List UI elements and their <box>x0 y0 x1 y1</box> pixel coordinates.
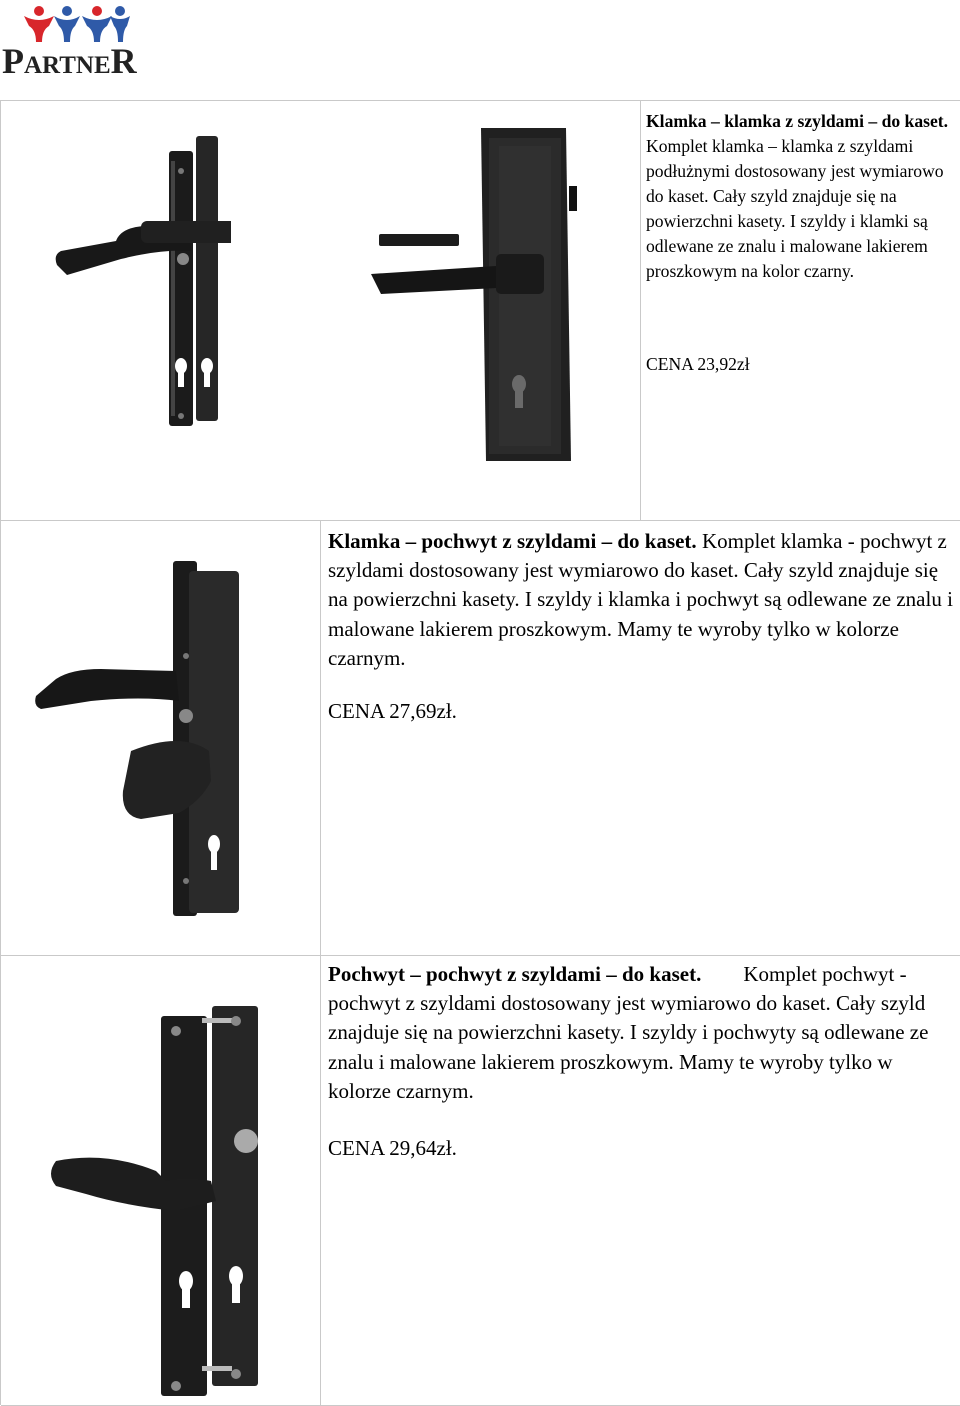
logo-wordmark <box>2 40 137 82</box>
product-title: Klamka – klamka z szyldami – do kaset. <box>646 111 949 131</box>
product-description-text: Komplet pochwyt - pochwyt z szyldami dostosowany jest wymiarowo do kaset. Cały szyld znajduje się na powierzchni kasety. I szyldy i pochwyty są odlewane ze znalu i malowane lakierem proszkowym. Mamy te wyroby tylko w kolorze czarnym. <box>328 962 934 1103</box>
product-image-cell <box>1 101 641 520</box>
lever-handle-box-plate-icon <box>371 126 591 466</box>
logo-letter-p: P <box>2 41 24 81</box>
product-table <box>0 100 960 1405</box>
product-row <box>1 521 960 956</box>
lever-handle-pair-icon <box>41 131 231 431</box>
product-description <box>328 527 958 673</box>
product-row <box>1 101 960 521</box>
knob-pair-handle-icon <box>46 996 276 1401</box>
product-price: CENA 29,64zł. <box>328 1136 457 1160</box>
product-description-text: Komplet klamka – klamka z szyldami podłużnymi dostosowany jest wymiarowo do kaset. Cały szyld znajduje się na powierzchni kasety. I szyldy i klamki są odlewane ze znalu i malowane lakierem proszkowym na kolor czarny. <box>646 136 944 281</box>
logo-letters: ARTNE <box>24 52 111 79</box>
product-price: CENA 27,69zł. <box>328 699 457 723</box>
product-image-cell <box>1 521 321 955</box>
partner-logo <box>0 0 170 80</box>
product-price: CENA 23,92zł <box>646 354 750 374</box>
product-title: Pochwyt – pochwyt z szyldami – do kaset. <box>328 962 702 986</box>
lever-and-knob-handle-icon <box>31 551 251 921</box>
product-image-cell <box>1 956 321 1405</box>
logo-letter-r: R <box>110 41 137 81</box>
product-title: Klamka – pochwyt z szyldami – do kaset. <box>328 529 697 553</box>
product-row <box>1 956 960 1406</box>
product-description <box>646 109 958 284</box>
product-description-text: Komplet klamka - pochwyt z szyldami dostosowany jest wymiarowo do kaset. Cały szyld znajduje się na powierzchni kasety. I szyldy i klamka i pochwyt są odlewane ze znalu i malowane lakierem proszkowym. Mamy te wyroby tylko w kolorze czarnym. <box>328 529 953 670</box>
product-description <box>328 960 958 1106</box>
